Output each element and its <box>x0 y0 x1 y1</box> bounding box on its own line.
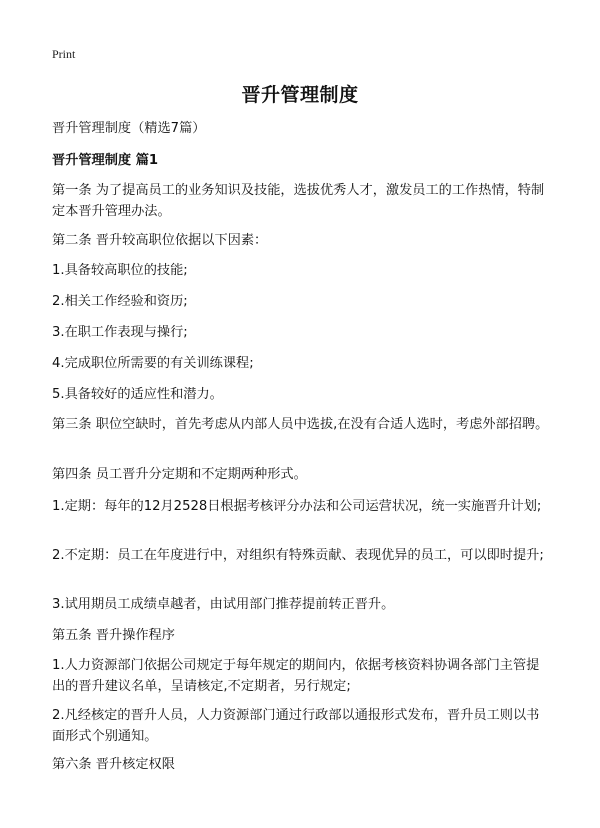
paragraph: 第六条 晋升核定权限 <box>52 757 175 772</box>
list-item: 1.具备较高职位的技能; <box>52 263 188 278</box>
list-item: 2.不定期：员工在年度进行中，对组织有特殊贡献、表现优异的员工，可以即时提升; <box>52 548 544 563</box>
document-title: 晋升管理制度 <box>241 84 359 106</box>
list-item: 1.人力资源部门依据公司规定于每年规定的期间内，依据考核资料协调各部门主管提出的晋升建议名单，呈请核定,不定期者，另行规定; <box>52 658 540 694</box>
paragraph: 第五条 晋升操作程序 <box>52 628 175 643</box>
list-item: 4.完成职位所需要的有关训练课程; <box>52 356 254 371</box>
section-heading: 晋升管理制度 篇1 <box>52 153 159 168</box>
list-item: 2.凡经核定的晋升人员，人力资源部门通过行政部以通报形式发布，晋升员工则以书面形式个别通知。 <box>52 708 540 744</box>
paragraph: 第三条 职位空缺时，首先考虑从内部人员中选拔,在没有合适人选时，考虑外部招聘。 <box>52 417 549 432</box>
list-item: 1.定期：每年的12月2528日根据考核评分办法和公司运营状况，统一实施晋升计划; <box>52 499 542 514</box>
print-label: Print <box>52 47 76 61</box>
paragraph: 第四条 员工晋升分定期和不定期两种形式。 <box>52 467 307 482</box>
paragraph: 第一条 为了提高员工的业务知识及技能，选拔优秀人才，激发员工的工作热情，特制定本晋升管理办法。 <box>52 183 545 219</box>
list-item: 5.具备较好的适应性和潜力。 <box>52 387 223 402</box>
paragraph: 第二条 晋升较高职位依据以下因素： <box>52 233 268 248</box>
list-item: 2.相关工作经验和资历; <box>52 294 188 309</box>
document-subtitle: 晋升管理制度（精选7篇） <box>52 121 206 136</box>
list-item: 3.在职工作表现与操行; <box>52 325 188 340</box>
list-item: 3.试用期员工成绩卓越者，由试用部门推荐提前转正晋升。 <box>52 597 395 612</box>
